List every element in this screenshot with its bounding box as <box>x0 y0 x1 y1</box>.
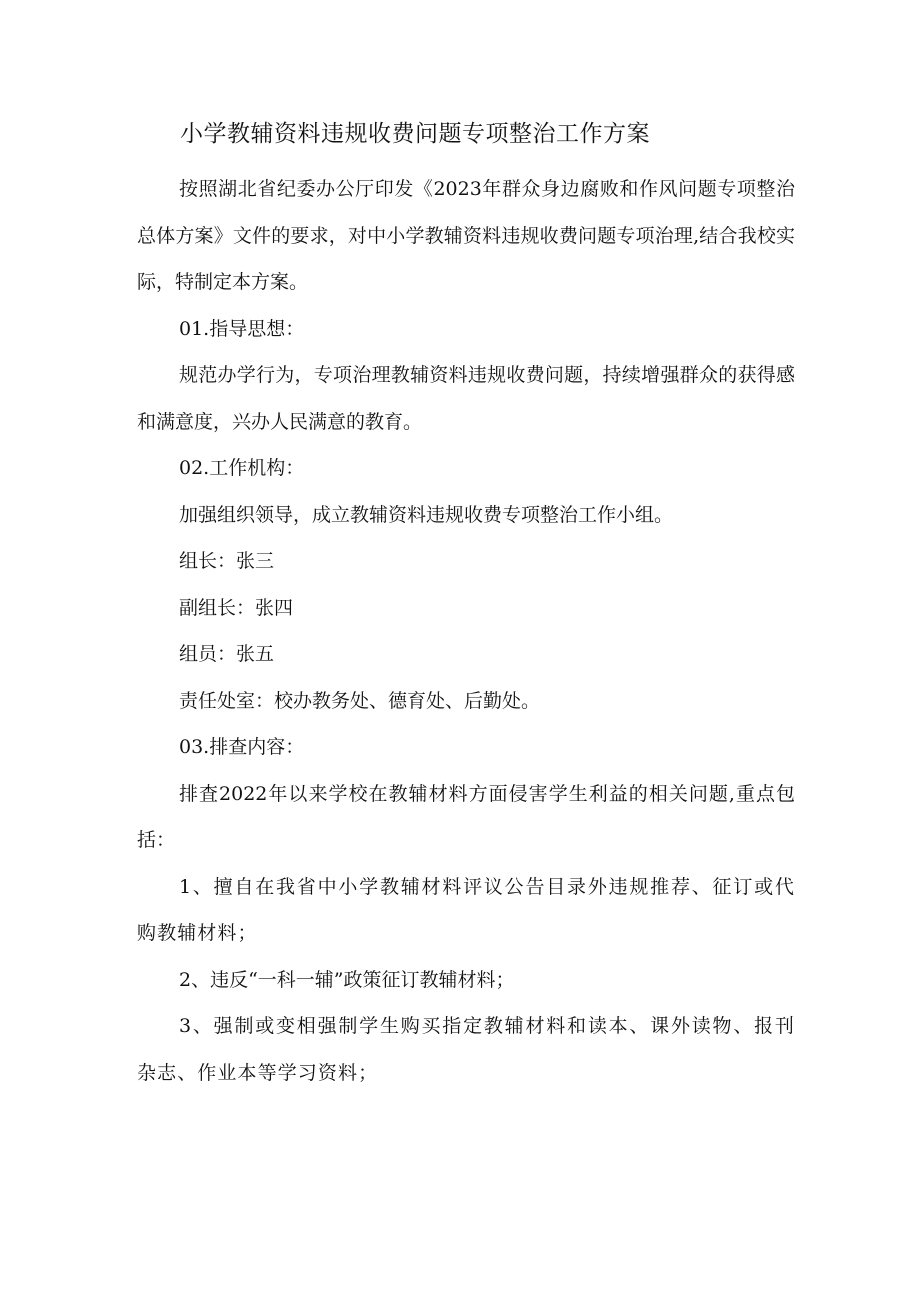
paragraph-intro: 按照湖北省纪委办公厅印发《2023年群众身边腐败和作风问题专项整治总体方案》文件的要求，对中小学教辅资料违规收费问题专项治理,结合我校实际，特制定本方案。 <box>137 178 795 293</box>
heading-work-organization: 02.工作机构： <box>179 457 305 479</box>
heading-investigation-content: 03.排查内容： <box>179 736 305 758</box>
list-item-3: 3、强制或变相强制学生购买指定教辅材料和读本、课外读物、报刊杂志、作业本等学习资料； <box>137 1015 795 1084</box>
document-body <box>137 166 795 1096</box>
team-leader: 组长：张三 <box>179 550 275 572</box>
team-member: 组员：张五 <box>179 643 275 665</box>
responsible-offices: 责任处室：校办教务处、德育处、后勤处。 <box>179 689 541 712</box>
paragraph-organization: 加强组织领导，成立教辅资料违规收费专项整治工作小组。 <box>179 503 674 526</box>
heading-guiding-ideology: 01.指导思想： <box>179 317 305 340</box>
list-item-1: 1、擅自在我省中小学教辅材料评议公告目录外违规推荐、征订或代购教辅材料； <box>137 875 795 944</box>
deputy-team-leader: 副组长：张四 <box>179 596 294 619</box>
paragraph-investigation: 排査2022年以来学校在教辅材料方面侵害学生利益的相关问题,重点包括： <box>137 782 795 851</box>
paragraph-guiding-ideology: 规范办学行为，专项治理教辅资料违规收费问题，持续增强群众的获得感和满意度，兴办人民满意的教育。 <box>137 364 795 433</box>
document-title: 小学教辅资料违规收费问题专项整治工作方案 <box>180 121 650 147</box>
list-item-2: 2、违反“一科一辅”政策征订教辅材料； <box>179 968 515 991</box>
